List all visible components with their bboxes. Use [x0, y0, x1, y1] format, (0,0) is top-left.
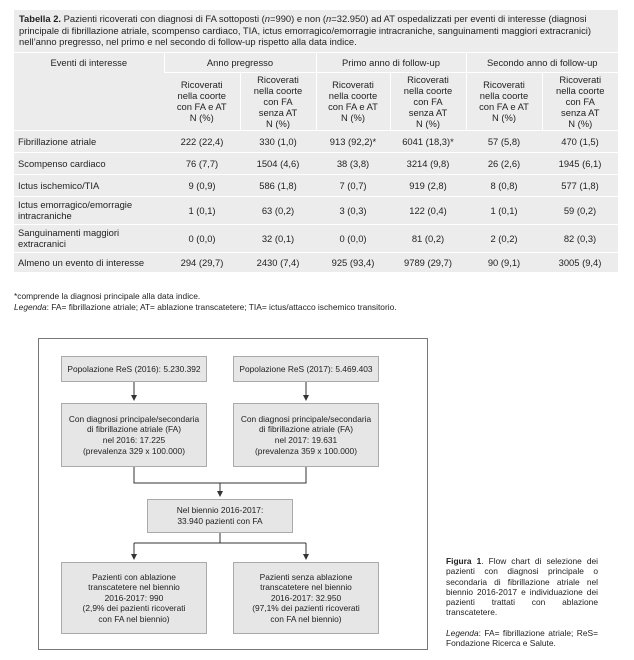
cell: 330 (1,0) [240, 130, 316, 152]
cell: 222 (22,4) [164, 130, 240, 152]
cell: 1 (0,1) [466, 196, 542, 224]
cell: 26 (2,6) [466, 152, 542, 174]
cell: 90 (9,1) [466, 252, 542, 272]
row-label: Scompenso cardiaco [14, 152, 164, 174]
cell: 919 (2,8) [390, 174, 466, 196]
cell: 3005 (9,4) [542, 252, 618, 272]
subheader-with-at: Ricoverati nella coorte con FA e AT N (%) [316, 72, 390, 130]
events-table [14, 52, 618, 273]
row-label: Almeno un evento di interesse [14, 252, 164, 272]
row-label: Ictus ischemico/TIA [14, 174, 164, 196]
row-label: Ictus emorragico/emorragie intracraniche [14, 196, 164, 224]
cell: 3 (0,3) [316, 196, 390, 224]
table-row [14, 196, 618, 224]
cell: 32 (0,1) [240, 224, 316, 252]
cell: 6041 (18,3)* [390, 130, 466, 152]
cell: 1504 (4,6) [240, 152, 316, 174]
node-population-2016: Popolazione ReS (2016): 5.230.392 [61, 356, 207, 382]
cell: 577 (1,8) [542, 174, 618, 196]
cell: 3214 (9,8) [390, 152, 466, 174]
table-row [14, 130, 618, 152]
cell: 0 (0,0) [316, 224, 390, 252]
figure-legend: Legenda: FA= fibrillazione atriale; ReS= Fondazione Ricerca e Salute. [446, 628, 598, 649]
node-population-2017: Popolazione ReS (2017): 5.469.403 [233, 356, 379, 382]
cell: 82 (0,3) [542, 224, 618, 252]
subheader-without-at: Ricoverati nella coorte con FA senza AT N (%) [240, 72, 316, 130]
cell: 9789 (29,7) [390, 252, 466, 272]
subheader-with-at: Ricoverati nella coorte con FA e AT N (%) [466, 72, 542, 130]
figure-label: Figura 1 [446, 556, 482, 566]
cell: 81 (0,2) [390, 224, 466, 252]
node-biennium-total: Nel biennio 2016-2017: 33.940 pazienti con FA [147, 499, 293, 533]
cell: 470 (1,5) [542, 130, 618, 152]
cell: 7 (0,7) [316, 174, 390, 196]
node-without-ablation: Pazienti senza ablazione transcatetere nel biennio 2016-2017: 32.950 (97,1% dei pazienti ricoverati con FA nel biennio) [233, 562, 379, 634]
table-caption: Tabella 2. Pazienti ricoverati con diagnosi di FA sottoposti (n=990) e non (n=32.950) ad AT ospedalizzati per eventi di interesse (diagnosi principale di fibrillazione atriale, scompenso cardiaco, TIA, ictus emorragico/emorragie intracraniche, sanguinamenti maggiori extracranici) nell’anno pregresso, nel primo e nel secondo di follow-up rispetto alla data indice. [19, 13, 591, 47]
node-with-ablation: Pazienti con ablazione transcatetere nel biennio 2016-2017: 990 (2,9% dei pazienti ricoverati con FA nel biennio) [61, 562, 207, 634]
cell: 294 (29,7) [164, 252, 240, 272]
node-af-diagnosis-2016: Con diagnosi principale/secondaria di fibrillazione atriale (FA) nel 2016: 17.225 (prevalenza 329 x 100.000) [61, 403, 207, 467]
header-group-prior-year: Anno pregresso [164, 52, 316, 72]
row-label: Fibrillazione atriale [14, 130, 164, 152]
cell: 59 (0,2) [542, 196, 618, 224]
cell: 913 (92,2)* [316, 130, 390, 152]
header-group-second-followup: Secondo anno di follow-up [466, 52, 618, 72]
figure-caption: Figura 1. Flow chart di selezione dei pazienti con diagnosi principale o secondaria di fibrillazione atriale nel biennio 2016-2017 e individuazione dei pazienti trattati con ablazione transcatetere. [446, 556, 599, 618]
cell: 9 (0,9) [164, 174, 240, 196]
cell: 63 (0,2) [240, 196, 316, 224]
table-row [14, 224, 618, 252]
row-label: Sanguinamenti maggiori extracranici [14, 224, 164, 252]
cell: 2 (0,2) [466, 224, 542, 252]
cell: 57 (5,8) [466, 130, 542, 152]
table-footnote: *comprende la diagnosi principale alla data indice. [14, 291, 201, 301]
connector [134, 467, 306, 483]
cell: 925 (93,4) [316, 252, 390, 272]
table-row [14, 174, 618, 196]
subheader-without-at: Ricoverati nella coorte con FA senza AT N (%) [542, 72, 618, 130]
cell: 1 (0,1) [164, 196, 240, 224]
table-legend: Legenda: FA= fibrillazione atriale; AT= ablazione transcatetere; TIA= ictus/attacco ischemico transitorio. [14, 301, 397, 312]
subheader-with-at: Ricoverati nella coorte con FA e AT N (%) [176, 79, 227, 123]
cell: 586 (1,8) [240, 174, 316, 196]
cell: 0 (0,0) [164, 224, 240, 252]
header-events: Eventi di interesse [14, 52, 164, 130]
node-af-diagnosis-2017: Con diagnosi principale/secondaria di fibrillazione atriale (FA) nel 2017: 19.631 (prevalenza 359 x 100.000) [233, 403, 379, 467]
cell: 2430 (7,4) [240, 252, 316, 272]
flowchart [38, 338, 428, 650]
subheader-without-at: Ricoverati nella coorte con FA senza AT N (%) [390, 72, 466, 130]
cell: 122 (0,4) [390, 196, 466, 224]
cell: 8 (0,8) [466, 174, 542, 196]
table-footnotes [14, 291, 397, 312]
table-label: Tabella 2. [19, 13, 62, 24]
cell: 76 (7,7) [164, 152, 240, 174]
cell: 1945 (6,1) [542, 152, 618, 174]
table-row [14, 252, 618, 272]
cell: 38 (3,8) [316, 152, 390, 174]
table-row [14, 152, 618, 174]
table-2 [14, 10, 618, 273]
header-group-first-followup: Primo anno di follow-up [316, 52, 466, 72]
